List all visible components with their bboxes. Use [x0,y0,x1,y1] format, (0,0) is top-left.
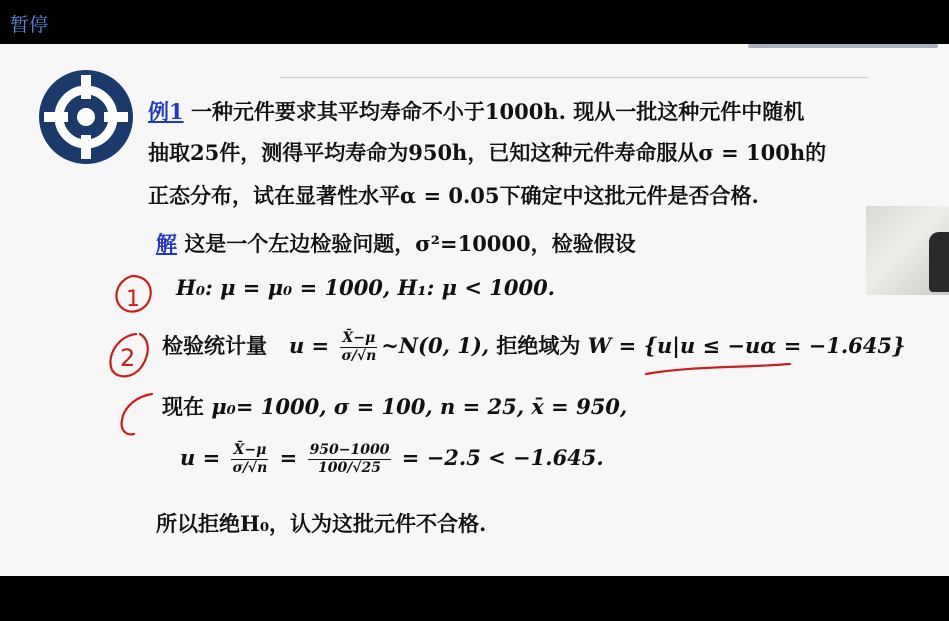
statistic-distribution: ~N(0, 1), [381,333,490,358]
rejection-label: 拒绝域为 [496,333,581,358]
marker-1: 1 [126,287,140,312]
calc-fraction-2-den: 100/√25 [318,460,382,476]
target-logo-icon [38,69,134,165]
calc-fraction-1-den: σ/√n [232,460,268,476]
given-line [162,391,627,421]
solution-text: 这是一个左边检验问题，σ²=10000，检验假设 [184,231,636,256]
conclusion-line: 所以拒绝H₀，认为这批元件不合格. [156,511,487,536]
circle-annotation-1 [116,276,150,312]
fraction-numerator: X̄−μ [342,330,376,346]
problem-text-1: 一种元件要求其平均寿命不小于1000h. 现从一批这种元件中随机 [190,99,805,124]
slide-divider [280,77,868,78]
fraction-denominator: σ/√n [341,348,377,364]
pause-button[interactable]: 暂停 [10,14,49,36]
hypothesis-line: H₀: μ = μ₀ = 1000, H₁: μ < 1000. [176,275,555,300]
rejection-set: W = {u|u ≤ −uα = −1.645} [587,333,906,358]
player-bottom-bar [0,576,949,621]
statistic-u: u = [288,333,330,358]
calc-u: u = [180,445,221,470]
calc-fraction-2-num: 950−1000 [309,442,390,458]
lecture-slide [0,44,949,576]
statistic-line [162,330,906,365]
underline-annotation [646,364,790,374]
solution-label[interactable]: 解 [156,231,177,256]
statistic-fraction [339,330,378,365]
given-values: μ₀= 1000, σ = 100, n = 25, x̄ = 950, [211,394,628,419]
calc-fraction-1-num: X̄−μ [233,442,267,458]
problem-line-3: 正态分布，试在显著性水平α = 0.05下确定中这批元件是否合格. [148,183,759,208]
calc-fraction-2 [308,442,392,477]
marker-2: 2 [120,344,136,372]
player-top-bar [0,0,949,44]
statistic-label: 检验统计量 [162,333,267,358]
progress-strip[interactable] [748,44,938,48]
check-annotation [122,394,152,434]
example-label[interactable]: 例1 [148,99,184,124]
given-label: 现在 [162,394,204,419]
problem-line-1 [148,96,804,126]
problem-line-2: 抽取25件，测得平均寿命为950h，已知这种元件寿命服从σ = 100h的 [148,140,827,165]
webcam-overlay[interactable] [866,206,949,295]
circle-annotation-2 [110,334,147,376]
presenter-figure [929,232,949,292]
calculation-line: u = $\frac{X̄-\mu}{\sigma/√n}$ = $\frac{950-1000}{100/√25}$ = −2.5 < −1.645. [180,442,604,476]
solution-line [156,228,636,258]
calc-result: = −2.5 < −1.645. [401,445,604,470]
calc-fraction-1 [231,442,270,477]
